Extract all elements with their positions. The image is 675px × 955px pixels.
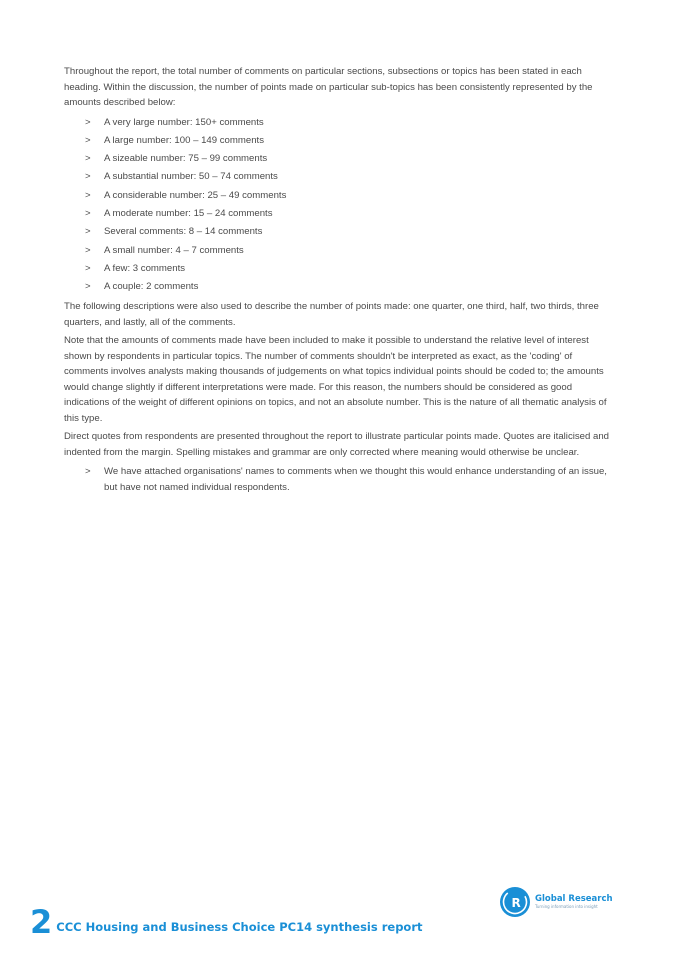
bullet-marker: > — [85, 281, 91, 293]
organisations-list — [64, 464, 612, 495]
list-item: > A small number: 4 – 7 comments — [64, 242, 612, 260]
bullet-marker: > — [85, 226, 91, 238]
list-item: > A substantial number: 50 – 74 comments — [64, 168, 612, 186]
bullet-marker: > — [85, 134, 91, 146]
list-item: > Several comments: 8 – 14 comments — [64, 223, 612, 241]
page-footer — [30, 903, 423, 941]
document-body — [64, 64, 612, 498]
global-research-logo-icon — [499, 886, 531, 918]
list-item: > We have attached organisations' names to comments when we thought this would enhance understanding of an issue, but have not named individual respondents. — [85, 466, 607, 493]
list-item: > A few: 3 comments — [64, 260, 612, 278]
list-item: > A large number: 100 – 149 comments — [64, 132, 612, 150]
global-research-logo — [499, 886, 613, 918]
intro-paragraph: Throughout the report, the total number of comments on particular sections, subsections or topics has been stated in each heading. Within the discussion, the number of points made on particular sub-topics has been consistently represented by the amounts described below: — [64, 66, 593, 108]
bullet-marker: > — [85, 171, 91, 183]
bullet-marker: > — [85, 244, 91, 256]
list-item: > A considerable number: 25 – 49 comments — [64, 187, 612, 205]
note-paragraph: Note that the amounts of comments made have been included to make it possible to understand the relative level of interest shown by respondents in particular topics. The number of comments shouldn't be interpreted as exact, as the 'coding' of comments involves analysts making thousands of judgements on what topics individual points should be coded to; the amounts would change slightly if different interpretations were made. For this reason, the numbers should be considered as good indications of the weight of different opinions on topics, and not an absolute number. This is the nature of all thematic analysis of this type. — [64, 335, 607, 424]
list-item: > A very large number: 150+ comments — [64, 114, 612, 132]
descriptions-paragraph: The following descriptions were also used to describe the number of points made: one quarter, one third, half, two thirds, three quarters, and lastly, all of the comments. — [64, 301, 599, 328]
svg-text:R: R — [511, 896, 521, 910]
bullet-marker: > — [85, 116, 91, 128]
bullet-marker: > — [85, 466, 91, 478]
bullet-marker: > — [85, 207, 91, 219]
amounts-list — [64, 114, 612, 297]
quotes-paragraph: Direct quotes from respondents are presented throughout the report to illustrate particular points made. Quotes are italicised and indented from the margin. Spelling mistakes and grammar are only corrected where meaning would otherwise be unclear. — [64, 431, 610, 458]
list-item: > A couple: 2 comments — [64, 278, 612, 296]
page-number: 2 — [30, 903, 53, 941]
bullet-marker: > — [85, 153, 91, 165]
bullet-marker: > — [85, 262, 91, 274]
list-item: > A moderate number: 15 – 24 comments — [64, 205, 612, 223]
logo-text — [535, 894, 613, 910]
bullet-marker: > — [85, 189, 91, 201]
report-title: CCC Housing and Business Choice PC14 synthesis report — [56, 920, 423, 934]
list-item: > A sizeable number: 75 – 99 comments — [64, 150, 612, 168]
logo-tagline: Turning information into insight — [535, 904, 598, 909]
logo-name: Global Research — [535, 894, 613, 904]
